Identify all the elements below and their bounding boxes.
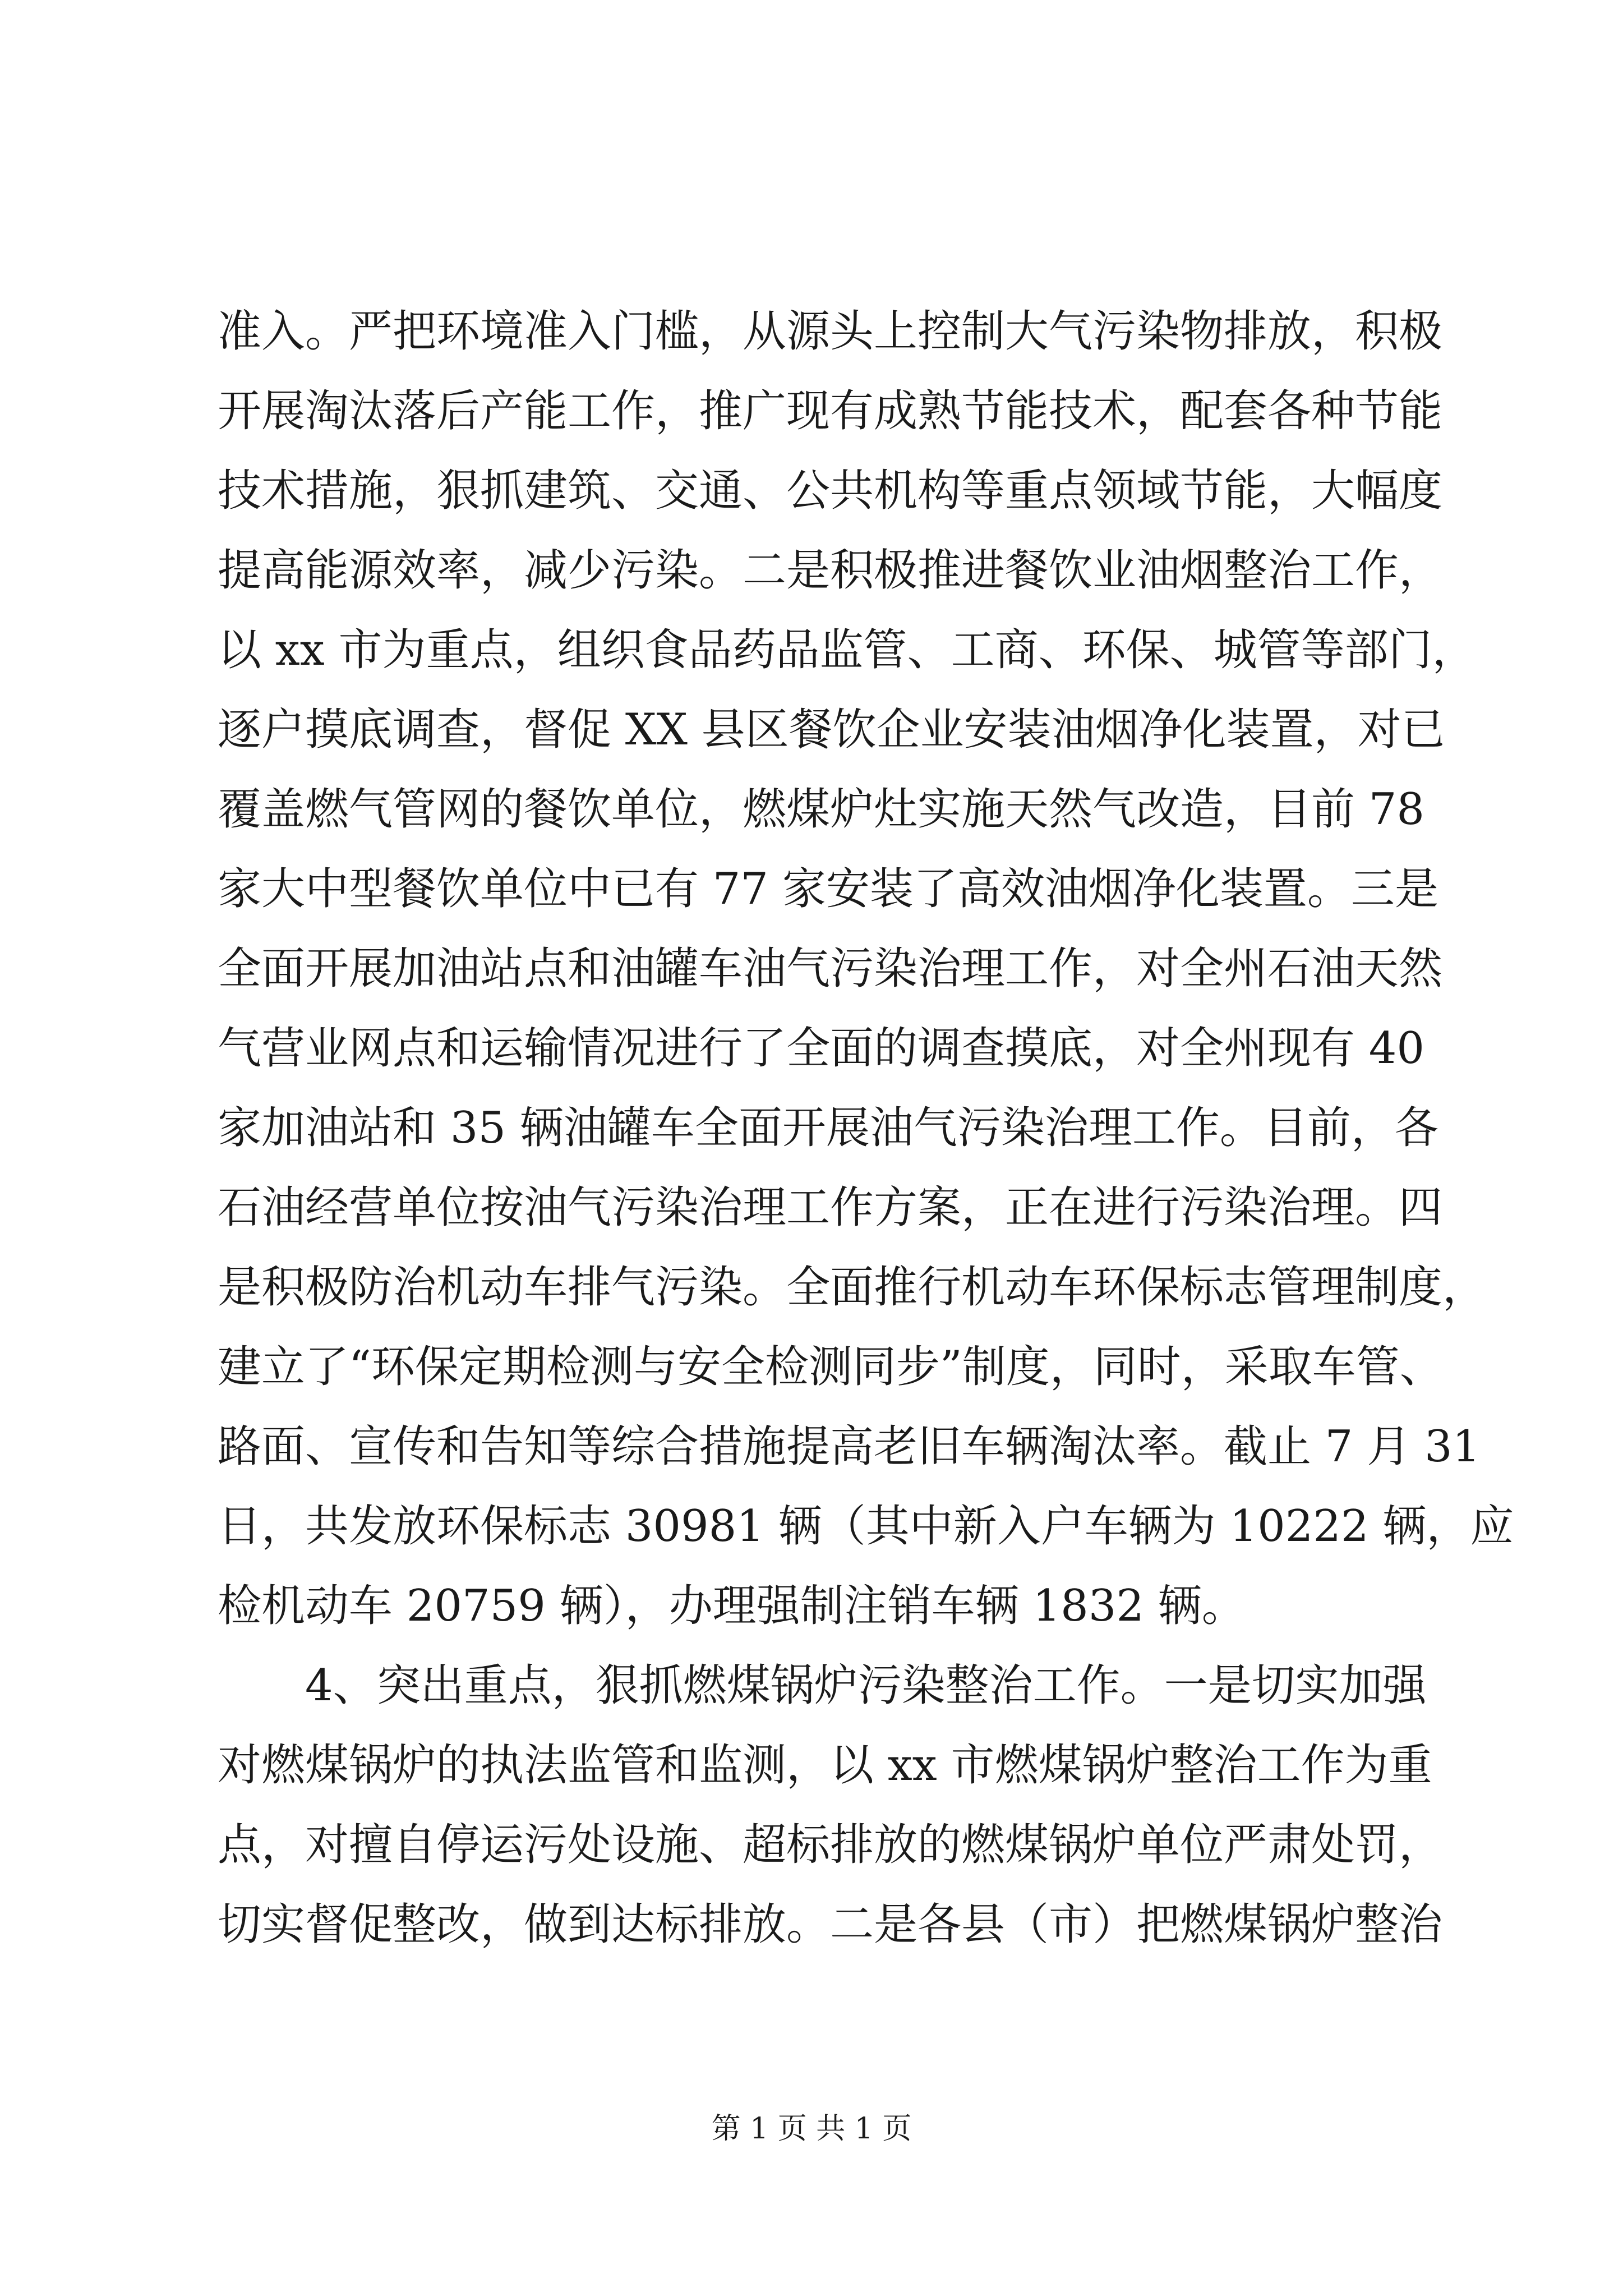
text-line: 是积极防治机动车排气污染。全面推行机动车环保标志管理制度， [218, 1262, 1487, 1313]
text-line: 技术措施，狠抓建筑、交通、公共机构等重点领域节能，大幅度 [218, 466, 1443, 516]
text-line: 检机动车 20759 辆），办理强制注销车辆 1832 辆。 [218, 1581, 1246, 1631]
text-line: 气营业网点和运输情况进行了全面的调查摸底，对全州现有 40 [218, 1023, 1425, 1074]
text-line: 4、突出重点，狠抓燃煤锅炉污染整治工作。一是切实加强 [305, 1660, 1427, 1711]
text-line: 覆盖燃气管网的餐饮单位，燃煤炉灶实施天然气改造，目前 78 [218, 784, 1425, 835]
text-line: 开展淘汰落后产能工作，推广现有成熟节能技术，配套各种节能 [218, 386, 1443, 436]
text-line: 建立了“环保定期检测与安全检测同步”制度，同时，采取车管、 [218, 1342, 1444, 1392]
text-line: 准入。严把环境准入门槛，从源头上控制大气污染物排放，积极 [218, 306, 1443, 357]
text-line: 全面开展加油站点和油罐车油气污染治理工作，对全州石油天然 [218, 944, 1443, 994]
text-line: 切实督促整改，做到达标排放。二是各县（市）把燃煤锅炉整治 [218, 1899, 1443, 1950]
text-line: 家大中型餐饮单位中已有 77 家安装了高效油烟净化装置。三是 [218, 864, 1438, 914]
document-body [218, 292, 1514, 1964]
text-line: 石油经营单位按油气污染治理工作方案，正在进行污染治理。四 [218, 1182, 1443, 1233]
text-line: 家加油站和 35 辆油罐车全面开展油气污染治理工作。目前，各 [218, 1103, 1438, 1153]
text-line: 日，共发放环保标志 30981 辆（其中新入户车辆为 10222 辆，应 [218, 1501, 1514, 1552]
page-number-footer: 第 1 页 共 1 页 [711, 2112, 912, 2146]
text-line: 以 xx 市为重点，组织食品药品监管、工商、环保、城管等部门， [218, 625, 1476, 675]
text-line: 点，对擅自停运污处设施、超标排放的燃煤锅炉单位严肃处罚， [218, 1820, 1443, 1870]
text-line: 提高能源效率，减少污染。二是积极推进餐饮业油烟整治工作， [218, 545, 1443, 596]
text-line: 路面、宣传和告知等综合措施提高老旧车辆淘汰率。截止 7 月 31 [218, 1421, 1481, 1472]
text-line: 对燃煤锅炉的执法监管和监测，以 xx 市燃煤锅炉整治工作为重 [218, 1740, 1432, 1791]
text-line: 逐户摸底调查，督促 XX 县区餐饮企业安装油烟净化装置，对已 [218, 705, 1445, 755]
